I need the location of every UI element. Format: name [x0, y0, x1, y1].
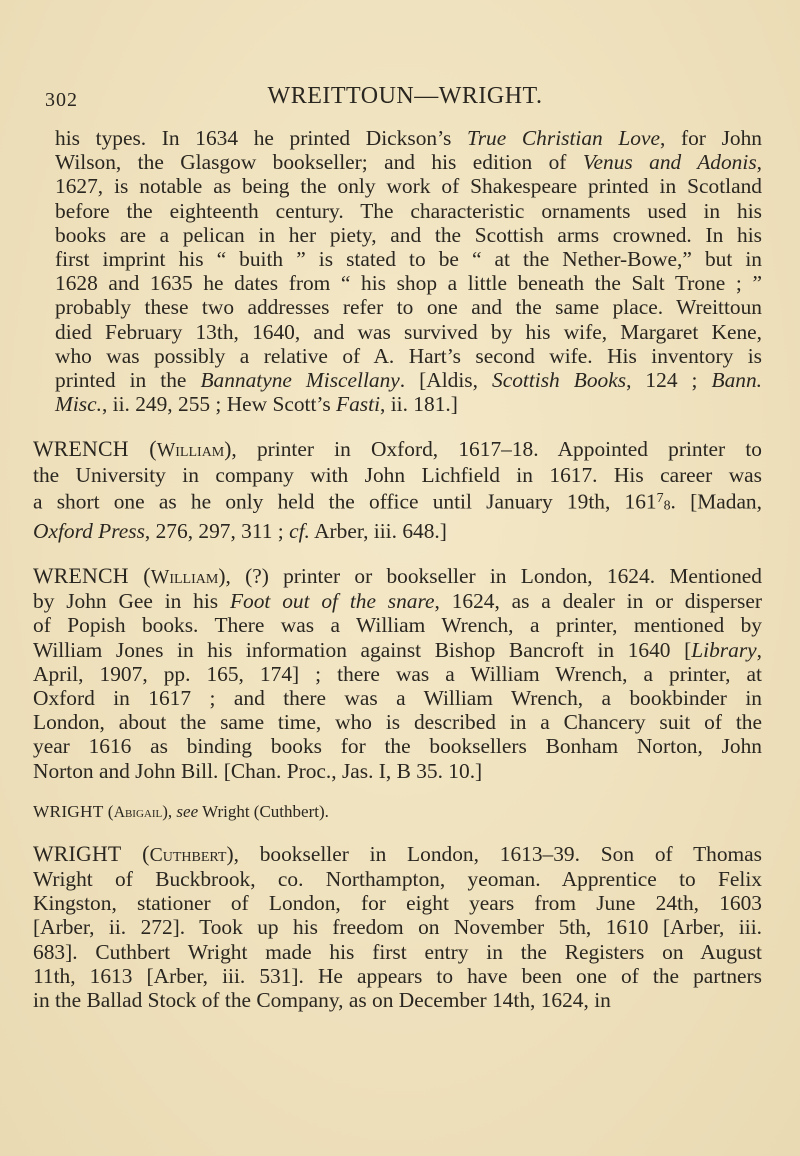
entry-wrench-william	[33, 437, 762, 542]
italic-title: see	[176, 801, 199, 821]
text-line: WRIGHT (Abigail), see Wright (Cuthbert).	[33, 801, 329, 821]
fraction: $^7_8$	[656, 490, 671, 514]
italic-title: True Christian Love	[467, 126, 660, 150]
italic-title: Fasti	[336, 392, 381, 417]
text-line: WRIGHT (Cuthbert), bookseller in London, 1613–39. Son of Thomas	[33, 841, 762, 866]
text-line: 1627, is notable as being the only work of Shakespeare printed in Scotland	[55, 174, 762, 199]
running-head	[0, 83, 800, 113]
text-line: William Jones in his information against Bishop Bancroft in 1640 [Library,	[33, 637, 762, 662]
italic-title: cf.	[289, 518, 310, 543]
italic-title: Scottish Books	[492, 368, 627, 393]
text-line: first imprint his “ buith ” is stated to be “ at the Nether-Bowe,” but in	[55, 247, 762, 272]
text-line: [Arber, ii. 272]. Took up his freedom on November 5th, 1610 [Arber, iii.	[33, 915, 762, 940]
text-line: books are a pelican in her piety, and the Scottish arms crowned. In his	[55, 222, 762, 247]
body-text	[33, 126, 763, 1012]
text-line: probably these two addresses refer to one and the same place. Wreittoun	[55, 295, 762, 320]
text-line: by John Gee in his Foot out of the snare, 1624, as a dealer in or disperser	[33, 589, 762, 614]
running-head-title: WREITTOUN—WRIGHT.	[267, 83, 543, 109]
entry-wright-abigail	[33, 802, 762, 823]
italic-title: Venus and Adonis	[582, 150, 757, 175]
entry-wrench-william	[33, 564, 762, 783]
entry-heading: WRENCH (William	[33, 437, 225, 462]
page-number: 302	[45, 89, 78, 111]
italic-title: Bann.	[711, 368, 763, 393]
text-line: Kingston, stationer of London, for eight years from June 24th, 1603	[33, 891, 762, 916]
text-line: Misc., ii. 249, 255 ; Hew Scott’s Fasti, ii. 181.]	[55, 392, 458, 417]
text-line: the University in company with John Lichfield in 1617. His career was	[33, 462, 762, 487]
text-line: 1628 and 1635 he dates from “ his shop a little beneath the Salt Trone ; ”	[55, 271, 762, 296]
text-line: printed in the Bannatyne Miscellany. [Aldis, Scottish Books, 124 ; Bann.	[55, 368, 763, 393]
text-line: Oxford in 1617 ; and there was a William Wrench, a bookbinder in	[33, 685, 762, 710]
text-line: 683]. Cuthbert Wright made his first entry in the Registers on August	[33, 939, 762, 964]
entries-list	[33, 416, 762, 1012]
continuation-paragraph	[55, 126, 762, 416]
italic-title: Oxford Press	[33, 518, 145, 543]
italic-title: Misc.	[55, 392, 102, 417]
entry-heading: WRENCH (William	[33, 563, 219, 588]
text-line: of Popish books. There was a William Wrench, a printer, mentioned by	[33, 613, 762, 638]
text-line: London, about the same time, who is described in a Chancery suit of the	[33, 710, 762, 735]
text-line: April, 1907, pp. 165, 174] ; there was a William Wrench, a printer, at	[33, 661, 762, 686]
entry-heading: WRIGHT (Abigail	[33, 801, 163, 821]
text-line: died February 13th, 1640, and was survived by his wife, Margaret Kene,	[55, 319, 762, 344]
entry-wright-cuthbert	[33, 842, 762, 1012]
text-line: year 1616 as binding books for the booksellers Bonham Norton, John	[33, 734, 762, 759]
text-line: Oxford Press, 276, 297, 311 ; cf. Arber, iii. 648.]	[33, 518, 447, 543]
text-line: WRENCH (William), printer in Oxford, 1617–18. Appointed printer to	[33, 437, 762, 462]
text-line: his types. In 1634 he printed Dickson’s True Christian Love, for John	[55, 126, 762, 150]
text-line: a short one as he only held the office until January 19th, $161^7_8$. [Madan,	[33, 489, 762, 514]
text-line: Wright of Buckbrook, co. Northampton, yeoman. Apprentice to Felix	[33, 866, 762, 891]
italic-title: Bannatyne Miscellany	[200, 368, 400, 393]
italic-title: Library	[691, 637, 757, 662]
text-line: WRENCH (William), (?) printer or bookseller in London, 1624. Mentioned	[33, 563, 762, 588]
text-line: 11th, 1613 [Arber, iii. 531]. He appears to have been one of the partners	[33, 963, 762, 988]
text-line: Norton and John Bill. [Chan. Proc., Jas. I, B 35. 10.]	[33, 758, 483, 783]
text-line: before the eighteenth century. The characteristic ornaments used in his	[55, 198, 762, 223]
text-line: in the Ballad Stock of the Company, as on December 14th, 1624, in	[33, 987, 611, 1012]
text-line: who was possibly a relative of A. Hart’s second wife. His inventory is	[55, 343, 762, 368]
entry-heading: WRIGHT (Cuthbert	[33, 841, 227, 866]
italic-title: Foot out of the snare	[229, 589, 435, 614]
text-line: Wilson, the Glasgow bookseller; and his edition of Venus and Adonis,	[55, 150, 762, 175]
